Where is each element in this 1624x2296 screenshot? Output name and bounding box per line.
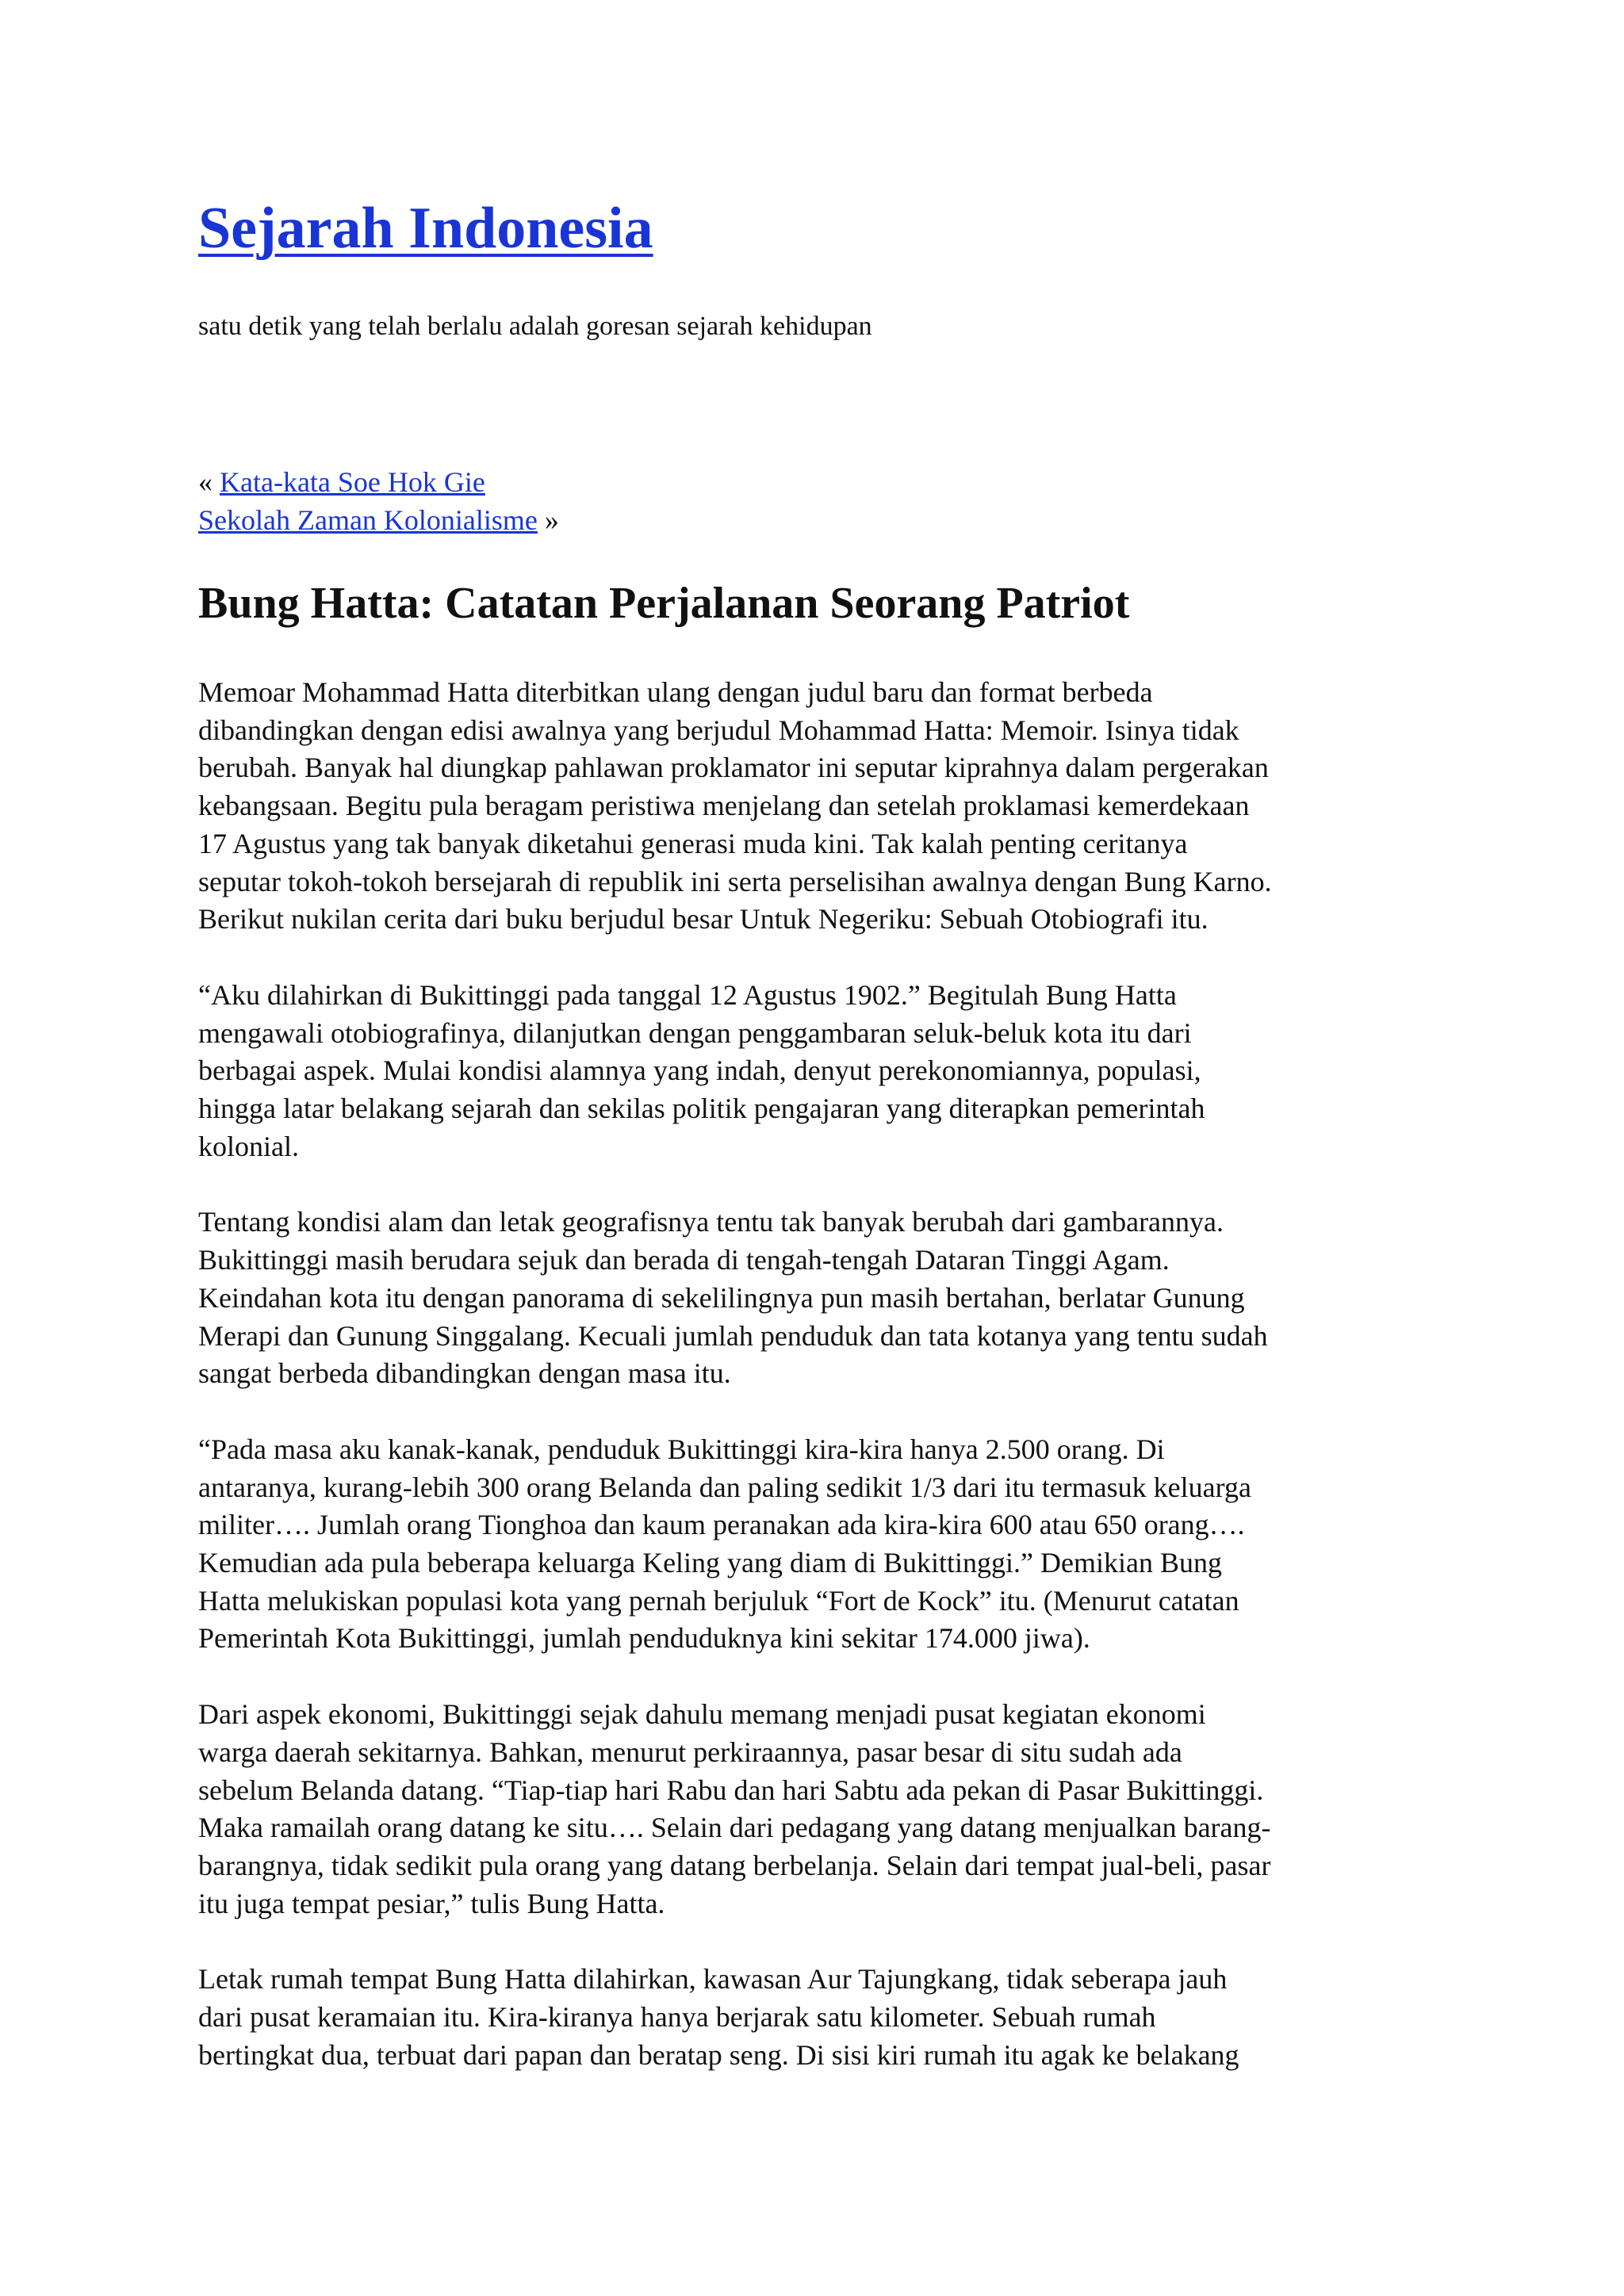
paragraph-line: Letak rumah tempat Bung Hatta dilahirkan, kawasan Aur Tajungkang, tidak seberapa jauh [198, 1963, 1228, 1996]
site-title [198, 197, 653, 261]
paragraph-line: Kemudian ada pula beberapa keluarga Keling yang diam di Bukittinggi.” Demikian Bung [198, 1547, 1222, 1579]
paragraph-line: barangnya, tidak sedikit pula orang yang datang berbelanja. Selain dari tempat jual-beli, pasar [198, 1849, 1271, 1881]
paragraph-line: bertingkat dua, terbuat dari papan dan beratap seng. Di sisi kiri rumah itu agak ke belakang [198, 2038, 1239, 2071]
site-tagline: satu detik yang telah berlalu adalah goresan sejarah kehidupan [198, 312, 872, 341]
paragraph-line: sangat berbeda dibandingkan dengan masa itu. [198, 1357, 731, 1390]
paragraph-line: Dari aspek ekonomi, Bukittinggi sejak dahulu memang menjadi pusat kegiatan ekonomi [198, 1698, 1206, 1731]
paragraph-line: Tentang kondisi alam dan letak geografisnya tentu tak banyak berubah dari gambarannya. [198, 1206, 1224, 1238]
paragraph-line: kebangsaan. Begitu pula beragam peristiwa menjelang dan setelah proklamasi kemerdekaan [198, 790, 1250, 822]
paragraph-line: hingga latar belakang sejarah dan sekilas politik pengajaran yang diterapkan pemerintah [198, 1093, 1205, 1125]
paragraph-line: Hatta melukiskan populasi kota yang pernah berjuluk “Fort de Kock” itu. (Menurut catatan [198, 1584, 1239, 1617]
nav-next-link[interactable]: Sekolah Zaman Kolonialisme [198, 504, 538, 536]
post-paragraph [198, 1696, 1451, 1923]
paragraph-line: Merapi dan Gunung Singgalang. Kecuali jumlah penduduk dan tata kotanya yang tentu sudah [198, 1319, 1268, 1352]
site-title-link[interactable]: Sejarah Indonesia [198, 196, 653, 261]
paragraph-line: “Pada masa aku kanak-kanak, penduduk Bukittinggi kira-kira hanya 2.500 orang. Di [198, 1433, 1165, 1465]
paragraph-line: Bukittinggi masih berudara sejuk dan berada di tengah-tengah Dataran Tinggi Agam. [198, 1244, 1170, 1276]
post-paragraph [198, 1961, 1451, 2074]
paragraph-line: berbagai aspek. Mulai kondisi alamnya yang indah, denyut perekonomiannya, populasi, [198, 1054, 1201, 1087]
post-navigation [198, 463, 559, 539]
paragraph-line: antaranya, kurang-lebih 300 orang Belanda dan paling sedikit 1/3 dari itu termasuk keluarga [198, 1471, 1251, 1503]
post-paragraph [198, 674, 1451, 939]
paragraph-line: Berikut nukilan cerita dari buku berjudul besar Untuk Negeriku: Sebuah Otobiografi itu. [198, 903, 1208, 936]
paragraph-line: sebelum Belanda datang. “Tiap-tiap hari Rabu dan hari Sabtu ada pekan di Pasar Bukittinggi. [198, 1774, 1264, 1806]
nav-next-row [198, 501, 559, 539]
nav-prev-row [198, 463, 559, 501]
post-title: Bung Hatta: Catatan Perjalanan Seorang Patriot [198, 579, 1130, 628]
paragraph-line: dibandingkan dengan edisi awalnya yang berjudul Mohammad Hatta: Memoir. Isinya tidak [198, 714, 1239, 746]
paragraph-line: dari pusat keramaian itu. Kira-kiranya hanya berjarak satu kilometer. Sebuah rumah [198, 2001, 1156, 2034]
paragraph-line: kolonial. [198, 1130, 299, 1162]
paragraph-line: militer…. Jumlah orang Tionghoa dan kaum peranakan ada kira-kira 600 atau 650 orang…. [198, 1509, 1245, 1541]
paragraph-line: seputar tokoh-tokoh bersejarah di republik ini serta perselisihan awalnya dengan Bung Karno. [198, 865, 1272, 897]
paragraph-line: berubah. Banyak hal diungkap pahlawan proklamator ini seputar kiprahnya dalam pergerakan [198, 752, 1269, 784]
nav-prev-marker: « [198, 466, 213, 498]
post-paragraph [198, 977, 1451, 1166]
paragraph-line: 17 Agustus yang tak banyak diketahui generasi muda kini. Tak kalah penting ceritanya [198, 827, 1188, 859]
post-paragraph [198, 1203, 1451, 1393]
paragraph-line: mengawali otobiografinya, dilanjutkan dengan penggambaran seluk-beluk kota itu dari [198, 1016, 1192, 1049]
post-body [198, 674, 1451, 2113]
nav-prev-link[interactable]: Kata-kata Soe Hok Gie [220, 466, 485, 498]
paragraph-line: Keindahan kota itu dengan panorama di sekelilingnya pun masih bertahan, berlatar Gunung [198, 1281, 1245, 1314]
paragraph-line: “Aku dilahirkan di Bukittinggi pada tanggal 12 Agustus 1902.” Begitulah Bung Hatta [198, 978, 1177, 1011]
nav-next-marker: » [544, 504, 559, 536]
paragraph-line: Maka ramailah orang datang ke situ…. Selain dari pedagang yang datang menjualkan barang- [198, 1812, 1271, 1844]
paragraph-line: warga daerah sekitarnya. Bahkan, menurut perkiraannya, pasar besar di situ sudah ada [198, 1735, 1182, 1768]
post-paragraph [198, 1431, 1451, 1658]
paragraph-line: Memoar Mohammad Hatta diterbitkan ulang dengan judul baru dan format berbeda [198, 676, 1153, 708]
paragraph-line: itu juga tempat pesiar,” tulis Bung Hatta. [198, 1887, 665, 1919]
paragraph-line: Pemerintah Kota Bukittinggi, jumlah penduduknya kini sekitar 174.000 jiwa). [198, 1622, 1090, 1655]
